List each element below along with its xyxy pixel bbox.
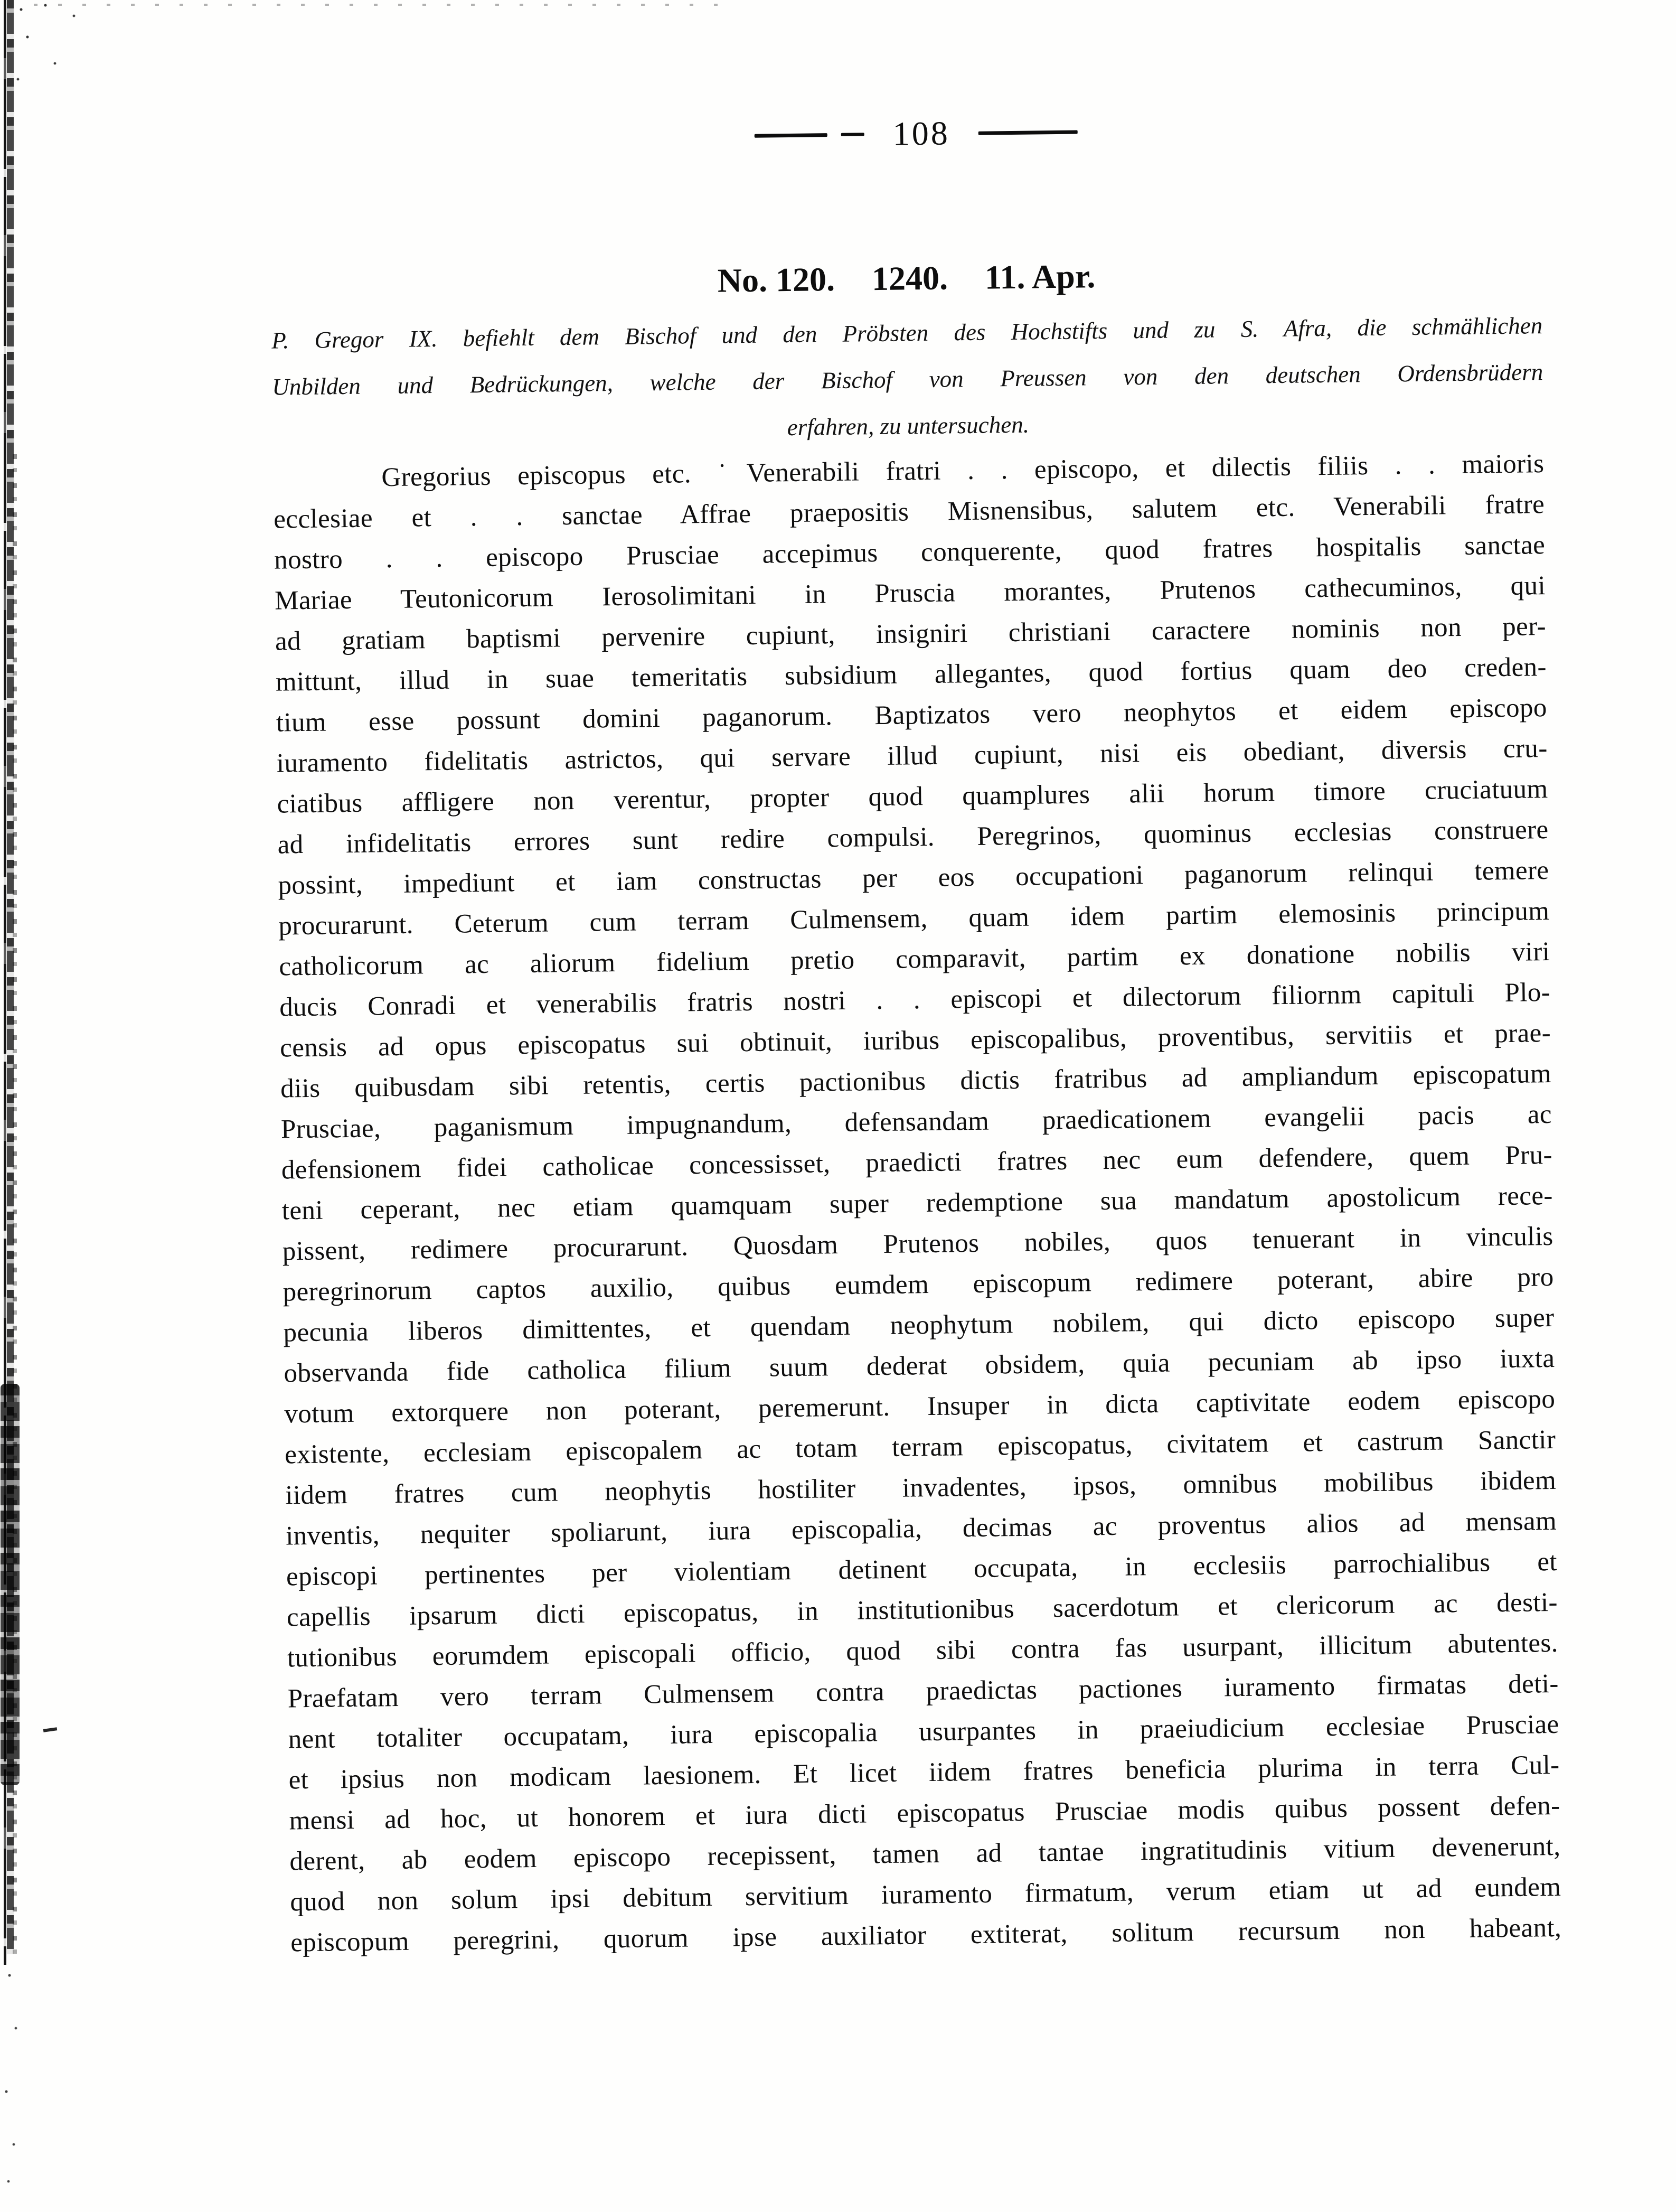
body-text-line: iuramento fidelitatis astrictos, qui servare illud cupiunt, nisi eis obediant, diversis cru-	[276, 734, 1548, 779]
body-text-line: Prusciae, paganismum impugnandum, defensandam praedicationem evangelii pacis ac	[280, 1099, 1552, 1145]
body-text-line: iidem fratres cum neophytis hostiliter invadentes, ipsos, omnibus mobilibus ibidem	[285, 1465, 1557, 1511]
body-text-line: inventis, nequiter spoliarunt, iura episcopalia, decimas ac proventus alios ad mensam	[285, 1506, 1557, 1551]
heading-year: 1240.	[871, 259, 948, 298]
body-text-line: nent totaliter occupatam, iura episcopalia usurpantes in praeiudicium ecclesiae Prusciae	[288, 1709, 1559, 1755]
body-text-line: censis ad opus episcopatus sui obtinuit, iuribus episcopalibus, proventibus, servitiis et prae-	[279, 1018, 1551, 1063]
body-text-line: teni ceperant, nec etiam quamquam super redemptione sua mandatum apostolicum rece-	[281, 1180, 1553, 1226]
regest-summary-line: erfahren, zu untersuchen.	[787, 411, 1030, 441]
body-text-line: tutionibus eorumdem episcopali officio, quod sibi contra fas usurpant, illicitum abutentes.	[287, 1628, 1559, 1673]
body-text-line: Mariae Teutonicorum Ierosolimitani in Pruscia morantes, Prutenos cathecuminos, qui	[274, 571, 1546, 616]
page-number-dash-left-short	[841, 133, 864, 136]
regest-summary-line: P. Gregor IX. befiehlt dem Bischof und den Pröbsten des Hochstifts und zu S. Afra, die schmählichen	[271, 312, 1543, 354]
latin-body-text	[273, 444, 1562, 1963]
body-text-line: episcopi pertinentes per violentiam detinent occupata, in ecclesiis parrochialibus et	[286, 1546, 1558, 1592]
body-text-line: diis quibusdam sibi retentis, certis pactionibus dictis fratribus ad ampliandum episcopatum	[280, 1058, 1552, 1104]
heading-date: 11. Apr.	[984, 257, 1096, 296]
regest-summary	[271, 302, 1544, 457]
heading-doc-number: No. 120.	[717, 260, 835, 299]
body-text-line: votum extorquere non poterant, peremerunt. Insuper in dicta captivitate eodem episcopo	[284, 1384, 1556, 1429]
body-text-line: nostro . . episcopo Prusciae accepimus conquerente, quod fratres hospitalis sanctae	[274, 530, 1546, 575]
page-number-dash-left-long	[755, 133, 827, 138]
page-number-row	[754, 113, 1078, 155]
body-text-line: Gregorius episcopus etc. ˙Venerabili fratri . . episcopo, et dilectis filiis . . maioris	[381, 449, 1545, 493]
document-heading	[271, 251, 1542, 306]
body-text-line: ducis Conradi et venerabilis fratris nostri . . episcopi et dilectorum filiornm capituli Plo-	[279, 977, 1551, 1023]
regest-summary-line: Unbilden und Bedrückungen, welche der Bischof von Preussen von den deutschen Ordensbrüdern	[272, 359, 1543, 400]
body-text-line: observanda fide catholica filium suum dederat obsidem, quia pecuniam ab ipso iuxta	[284, 1343, 1555, 1389]
body-text-line: capellis ipsarum dicti episcopatus, in institutionibus sacerdotum et clericorum ac desti-	[286, 1587, 1558, 1633]
body-text-line: peregrinorum captos auxilio, quibus eumdem episcopum redimere poterant, abire pro	[283, 1262, 1554, 1307]
body-text-line: existente, ecclesiam episcopalem ac totam terram episcopatus, civitatem et castrum Sanctir	[285, 1424, 1556, 1470]
body-text-line: derent, ab eodem episcopo recepissent, tamen ad tantae ingratitudinis vitium devenerunt,	[289, 1831, 1561, 1877]
body-text-line: quod non solum ipsi debitum servitium iuramento firmatum, verum etiam ut ad eundem	[290, 1872, 1561, 1917]
body-text-line: mensi ad hoc, ut honorem et iura dicti episcopatus Prusciae modis quibus possent defen-	[289, 1791, 1560, 1836]
page-number-dash-right	[978, 130, 1078, 135]
body-text-line: ad gratiam baptismi pervenire cupiunt, insigniri christiani caractere nominis non per-	[275, 612, 1547, 657]
body-text-line: possint, impediunt et iam constructas per eos occupationi paganorum relinqui temere	[278, 856, 1549, 901]
body-text-line: ad infidelitatis errores sunt redire compulsi. Peregrinos, quominus ecclesias construere	[277, 815, 1549, 860]
body-text-line: tium esse possunt domini paganorum. Baptizatos vero neophytos et eidem episcopo	[276, 693, 1548, 738]
body-text-line: et ipsius non modicam laesionem. Et licet iidem fratres beneficia plurima in terra Cul-	[288, 1750, 1560, 1795]
body-text-line: Praefatam vero terram Culmensem contra praedictas pactiones iuramento firmatas deti-	[287, 1669, 1559, 1714]
body-text-line: pecunia liberos dimittentes, et quendam neophytum nobilem, qui dicto episcopo super	[283, 1302, 1555, 1348]
body-text-line: mittunt, illud in suae temeritatis subsidium allegantes, quod fortius quam deo creden-	[275, 652, 1547, 697]
body-text-line: catholicorum ac aliorum fidelium pretio comparavit, partim ex donatione nobilis viri	[279, 936, 1550, 982]
body-text-line: defensionem fidei catholicae concessisset, praedicti fratres nec eum defendere, quem Pru-	[281, 1140, 1553, 1185]
body-text-line: pissent, redimere procurarunt. Quosdam Prutenos nobiles, quos tenuerant in vinculis	[282, 1221, 1553, 1267]
body-text-line: episcopum peregrini, quorum ipse auxiliator extiterat, solitum recursum non habeant,	[290, 1913, 1562, 1958]
page-number: 108	[892, 114, 950, 153]
body-text-line: procurarunt. Ceterum cum terram Culmensem, quam idem partim elemosinis principum	[278, 896, 1550, 941]
body-text-line: ciatibus affligere non verentur, propter quod quamplures alii horum timore cruciatuum	[277, 774, 1548, 819]
body-text-line: ecclesiae et . . sanctae Affrae praepositis Misnensibus, salutem etc. Venerabili fratre	[274, 490, 1545, 535]
